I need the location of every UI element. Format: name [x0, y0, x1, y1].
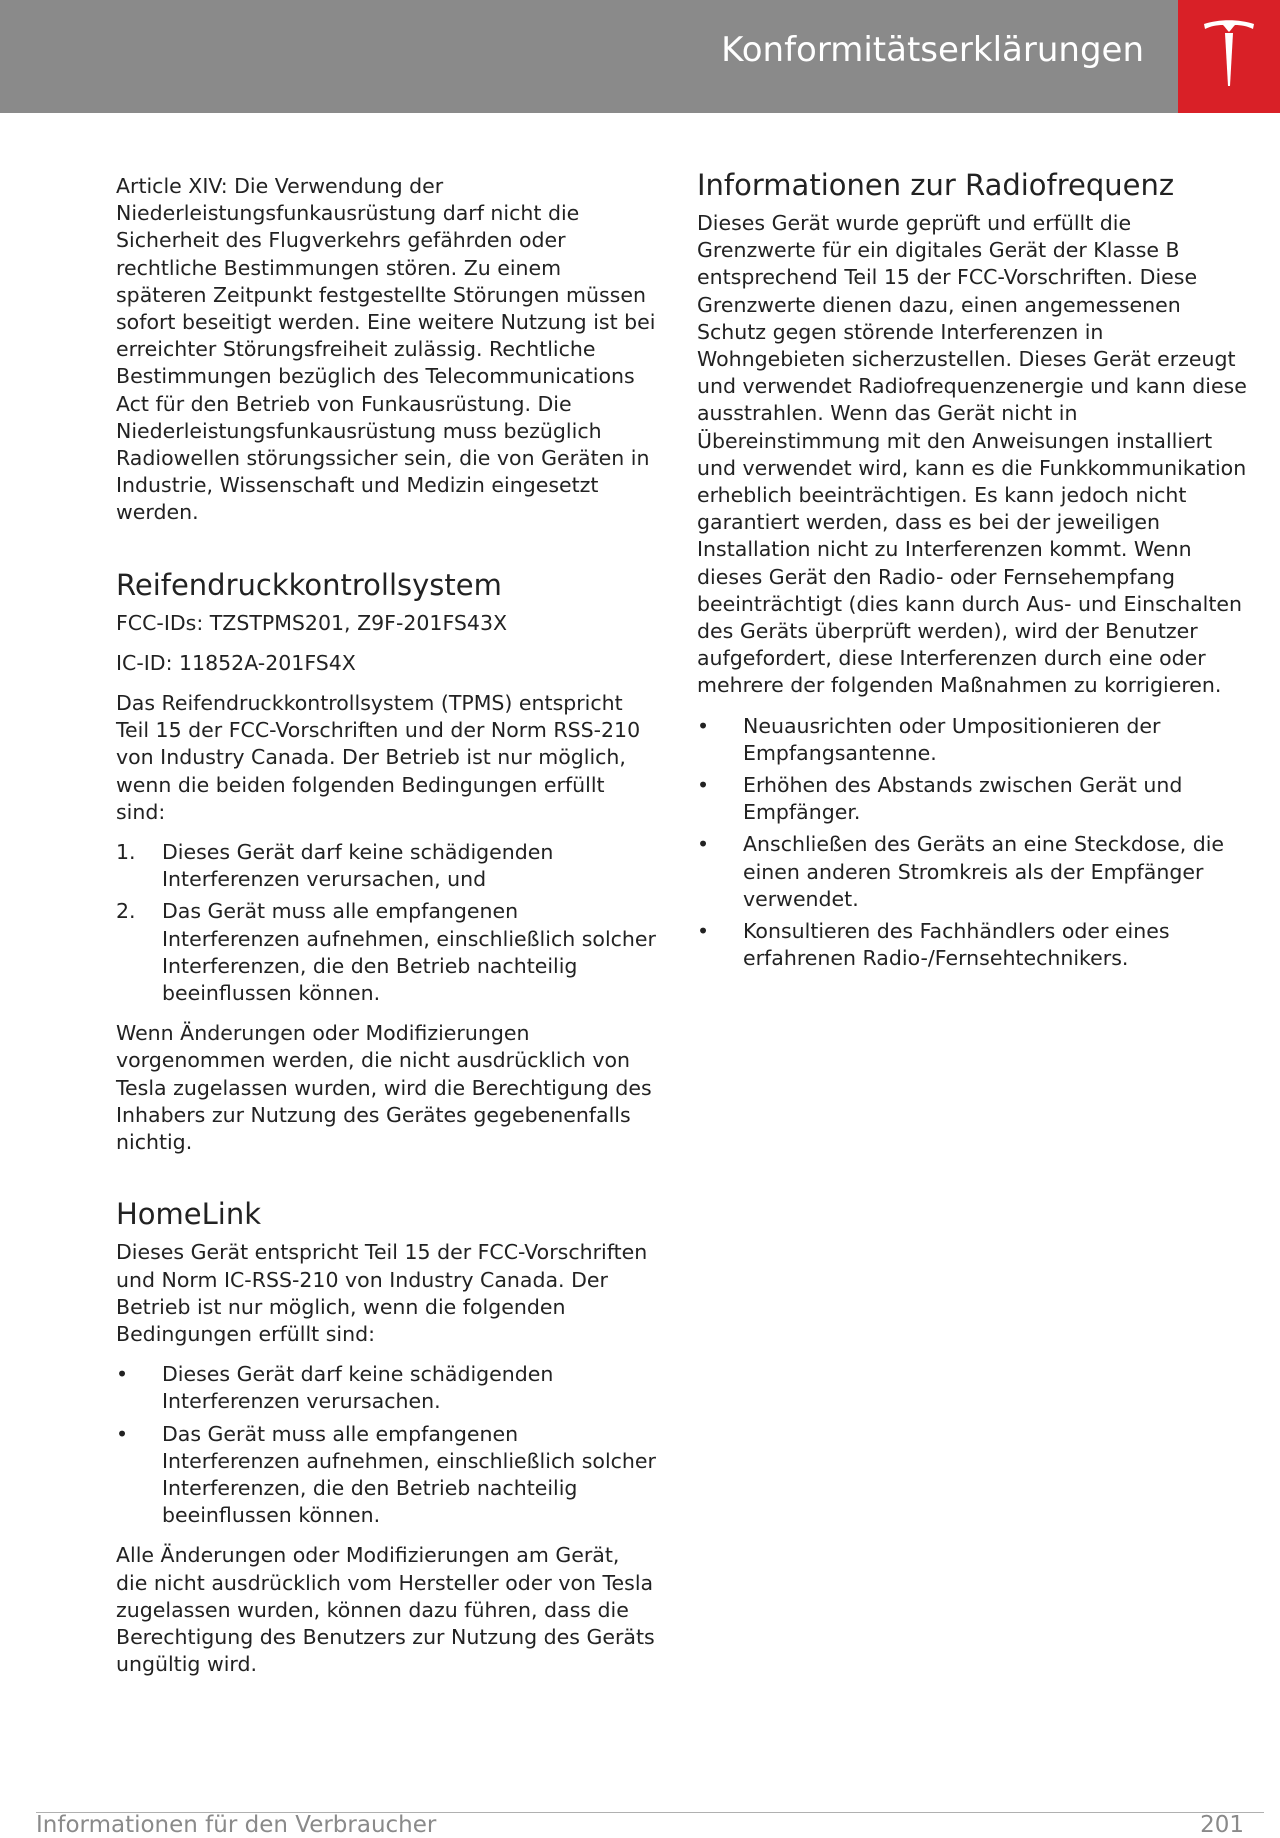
list-item [697, 713, 1247, 767]
homelink-paragraph: Dieses Gerät entspricht Teil 15 der FCC-Vorschriften und Norm IC-RSS-210 von Industry Canada. Der Betrieb ist nur möglich, wenn die folgenden Bedingungen erfüllt sind: [116, 1240, 648, 1346]
list-item [116, 1361, 656, 1415]
tpms-section [116, 567, 656, 1157]
list-item-text: Dieses Gerät darf keine schädigenden Interferenzen verursachen, und [162, 840, 554, 892]
homelink-heading: HomeLink [116, 1197, 262, 1232]
article-xiv-paragraph: Article XIV: Die Verwendung der Niederleistungsfunkausrüstung darf nicht die Sicherheit des Flugverkehrs gefährden oder rechtliche Bestimmungen stören. Zu einem späteren Zeitpunkt festgestellte Störungen müssen sofort beseitigt werden. Eine weitere Nutzung ist bei erreichter Störungsfreiheit zulässig. Rechtliche Bestimmungen bezüglich des Telecommunications Act für den Betrieb von Funkausrüstung. Die Niederleistungsfunkausrüstung muss bezüglich Radiowellen störungssicher sein, die von Geräten in Industrie, Wissenschaft und Medizin eingesetzt werden. [116, 174, 656, 525]
homelink-closing-paragraph: Alle Änderungen oder Modifizierungen am Gerät, die nicht ausdrücklich vom Hersteller oder von Tesla zugelassen wurden, können dazu führen, dass die Berechtigung des Benutzers zur Nutzung des Geräts ungültig wird. [116, 1543, 655, 1677]
bullet-icon: • [697, 832, 710, 857]
page-title: Konformitätserklärungen [721, 30, 1144, 70]
list-item [116, 839, 656, 893]
list-item [697, 772, 1247, 826]
radio-frequency-section [697, 167, 1247, 972]
bullet-icon: • [697, 773, 710, 798]
bullet-icon: • [116, 1362, 129, 1387]
tpms-paragraph: Das Reifendruckkontrollsystem (TPMS) entspricht Teil 15 der FCC-Vorschriften und der Norm RSS-210 von Industry Canada. Der Betrieb ist nur möglich, wenn die beiden folgenden Bedingungen erfüllt sind: [116, 691, 641, 824]
header-bar [0, 0, 1178, 113]
footer-section-title: Informationen für den Verbraucher [36, 1812, 437, 1838]
right-column [697, 168, 1247, 985]
homelink-section [116, 1196, 656, 1678]
list-item-text: Anschließen des Geräts an eine Steckdose, die einen anderen Stromkreis als der Empfänger verwendet. [743, 832, 1225, 911]
list-marker: 2. [116, 899, 136, 924]
tpms-heading: Reifendruckkontrollsystem [116, 567, 502, 602]
radio-frequency-heading: Informationen zur Radiofrequenz [697, 168, 1175, 202]
logo-box [1178, 0, 1280, 113]
list-item [697, 831, 1247, 913]
list-item [697, 918, 1247, 972]
list-item [116, 898, 656, 1007]
bullet-icon: • [697, 713, 710, 738]
tpms-closing-paragraph: Wenn Änderungen oder Modifizierungen vorgenommen werden, die nicht ausdrücklich von Tesla zugelassen wurden, wird die Berechtigung des Inhabers zur Nutzung des Gerätes gegebenenfalls nichtig. [116, 1021, 652, 1155]
page-number: 201 [1200, 1812, 1244, 1838]
homelink-conditions-list [116, 1361, 656, 1529]
tpms-fcc-ids: FCC-IDs: TZSTPMS201, Z9F-201FS43X [116, 610, 508, 635]
bullet-icon: • [116, 1421, 129, 1446]
list-item-text: Konsultieren des Fachhändlers oder eines erfahrenen Radio-/Fernsehtechnikers. [743, 919, 1170, 971]
list-marker: 1. [116, 840, 136, 865]
list-item-text: Neuausrichten oder Umpositionieren der Empfangsantenne. [743, 713, 1161, 765]
tpms-ic-id: IC-ID: 11852A-201FS4X [116, 650, 356, 675]
tesla-logo-icon [1204, 20, 1254, 86]
list-item-text: Dieses Gerät darf keine schädigenden Interferenzen verursachen. [162, 1362, 554, 1414]
left-column [116, 173, 656, 1691]
tpms-conditions-list [116, 839, 656, 1007]
list-item-text: Das Gerät muss alle empfangenen Interferenzen aufnehmen, einschließlich solcher Interferenzen, die den Betrieb nachteilig beeinflussen können. [162, 899, 656, 1006]
list-item [116, 1421, 656, 1530]
list-item-text: Das Gerät muss alle empfangenen Interferenzen aufnehmen, einschließlich solcher Interferenzen, die den Betrieb nachteilig beeinflussen können. [162, 1421, 656, 1528]
radio-frequency-paragraph: Dieses Gerät wurde geprüft und erfüllt die Grenzwerte für ein digitales Gerät der Klasse B entsprechend Teil 15 der FCC-Vorschriften. Diese Grenzwerte dienen dazu, einen angemessenen Schutz gegen störende Interferenzen in Wohngebieten sicherzustellen. Dieses Gerät erzeugt und verwendet Radiofrequenzenergie und kann diese ausstrahlen. Wenn das Gerät nicht in Übereinstimmung mit den Anweisungen installiert und verwendet wird, kann es die Funkkommunikation erheblich beeinträchtigen. Es kann jedoch nicht garantiert werden, dass es bei der jeweiligen Installation nicht zu Interferenzen kommt. Wenn dieses Gerät den Radio- oder Fernsehempfang beeinträchtigt (dies kann durch Aus- und Einschalten des Geräts überprüft werden), wird der Benutzer aufgefordert, diese Interferenzen durch eine oder mehrere der folgenden Maßnahmen zu korrigieren. [697, 211, 1247, 698]
list-item-text: Erhöhen des Abstands zwischen Gerät und Empfänger. [743, 773, 1183, 825]
bullet-icon: • [697, 919, 710, 944]
radio-measures-list [697, 713, 1247, 973]
